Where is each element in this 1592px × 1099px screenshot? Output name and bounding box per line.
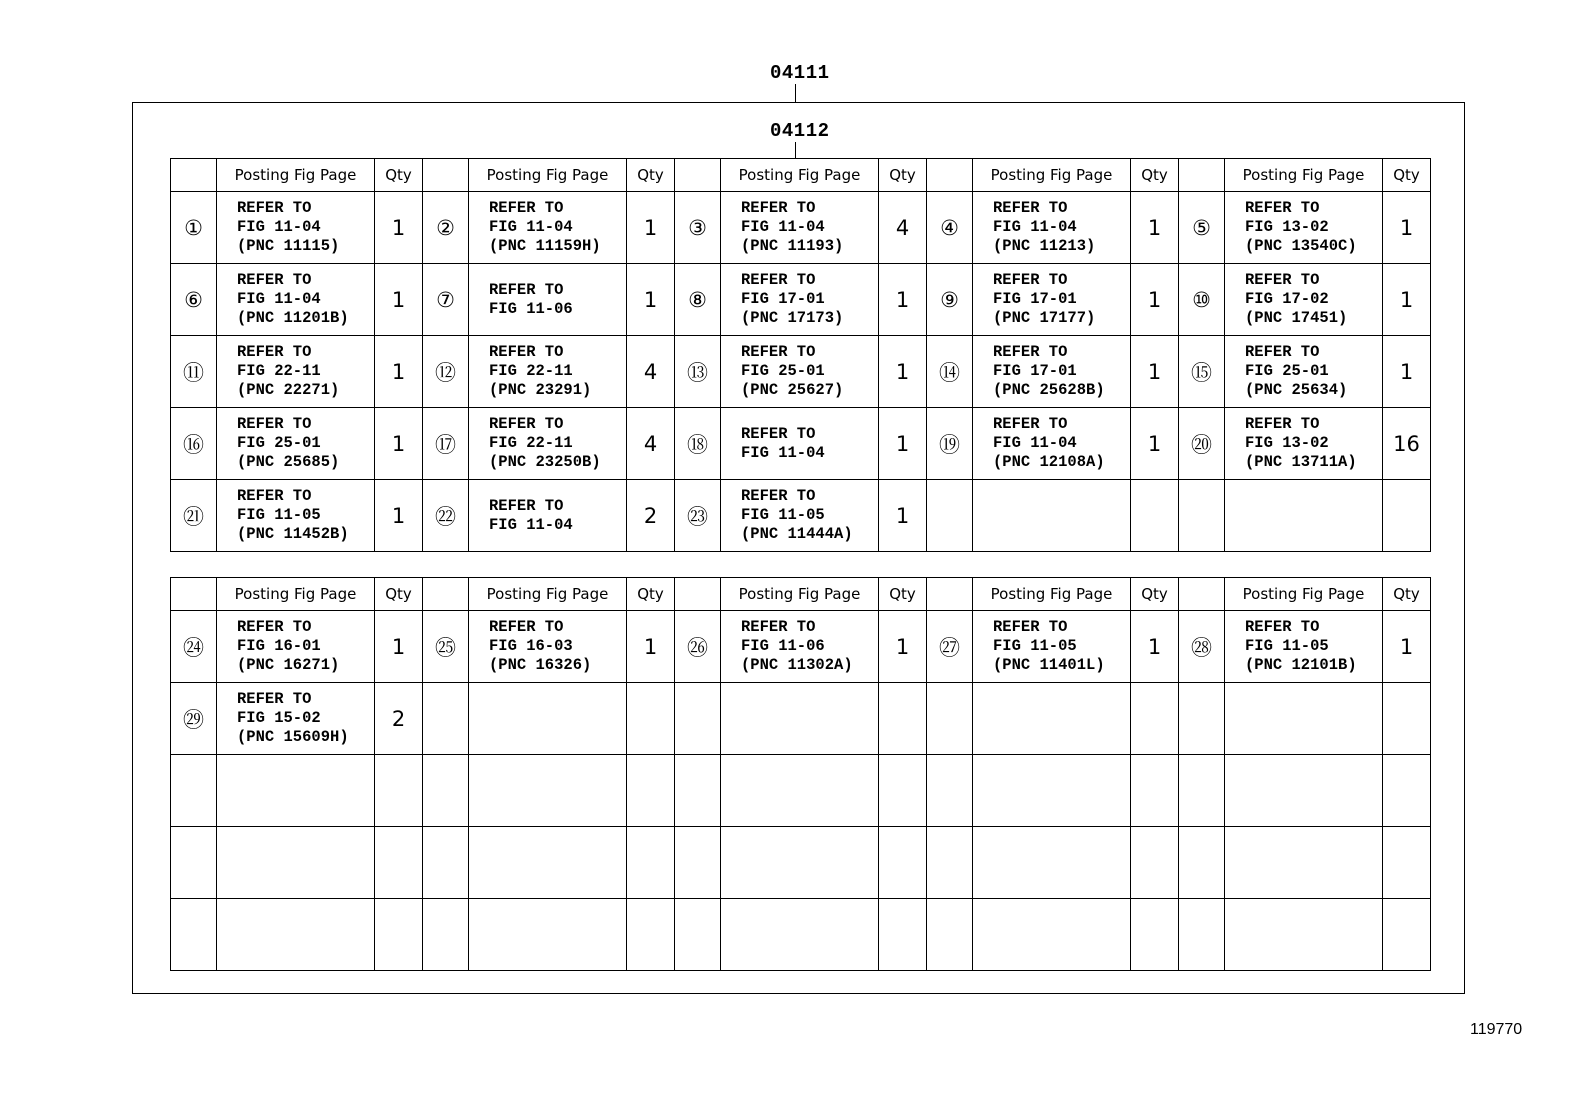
reference-cell [1225, 611, 1383, 683]
reference-line: (PNC 17177) [993, 309, 1096, 327]
header-cell-number [675, 578, 721, 611]
item-number [927, 827, 973, 899]
quantity-cell: 2 [627, 480, 675, 552]
quantity-cell: 1 [627, 611, 675, 683]
item-number: ⑪ [171, 336, 217, 408]
reference-cell [1225, 408, 1383, 480]
reference-line: (PNC 23291) [489, 381, 592, 399]
item-number: ⑲ [927, 408, 973, 480]
quantity-cell: 1 [375, 611, 423, 683]
header-cell-qty: Qty [879, 578, 927, 611]
reference-line: REFER TO [993, 618, 1068, 636]
reference-cell [973, 264, 1131, 336]
reference-line: FIG 11-05 [237, 506, 321, 524]
reference-cell [721, 408, 879, 480]
reference-line: REFER TO [741, 487, 816, 505]
table-row [171, 899, 1431, 971]
reference-line: FIG 22-11 [489, 362, 573, 380]
header-cell-posting: Posting Fig Page [217, 159, 375, 192]
item-number: ⑰ [423, 408, 469, 480]
assembly-code-04111: 04111 [770, 62, 830, 84]
reference-line: FIG 13-02 [1245, 218, 1329, 236]
quantity-cell [879, 755, 927, 827]
item-number [1179, 683, 1225, 755]
table-header-row [171, 578, 1431, 611]
item-number [927, 899, 973, 971]
reference-cell [469, 683, 627, 755]
reference-cell [721, 899, 879, 971]
reference-cell [721, 611, 879, 683]
reference-line: REFER TO [1245, 271, 1320, 289]
reference-line: (PNC 13711A) [1245, 453, 1357, 471]
quantity-cell: 16 [1383, 408, 1431, 480]
reference-cell [217, 755, 375, 827]
item-number [423, 827, 469, 899]
reference-line: FIG 15-02 [237, 709, 321, 727]
item-number [1179, 827, 1225, 899]
header-cell-qty: Qty [1383, 578, 1431, 611]
item-number: ⑧ [675, 264, 721, 336]
reference-line: FIG 25-01 [741, 362, 825, 380]
reference-line: REFER TO [993, 415, 1068, 433]
reference-line: FIG 11-06 [489, 299, 573, 318]
reference-line: REFER TO [237, 415, 312, 433]
item-number [1179, 899, 1225, 971]
item-number: ⑮ [1179, 336, 1225, 408]
quantity-cell: 1 [1383, 611, 1431, 683]
quantity-cell [1131, 899, 1179, 971]
item-number [1179, 480, 1225, 552]
quantity-cell: 1 [1383, 336, 1431, 408]
table-row [171, 683, 1431, 755]
quantity-cell [375, 899, 423, 971]
header-cell-posting: Posting Fig Page [1225, 159, 1383, 192]
item-number [675, 755, 721, 827]
header-cell-qty: Qty [1383, 159, 1431, 192]
reference-line: (PNC 25627) [741, 381, 844, 399]
table-row [171, 264, 1431, 336]
reference-line: (PNC 17451) [1245, 309, 1348, 327]
quantity-cell: 1 [1131, 408, 1179, 480]
header-cell-number [1179, 159, 1225, 192]
table-row [171, 827, 1431, 899]
reference-line: FIG 11-04 [489, 218, 573, 236]
item-number: ⑨ [927, 264, 973, 336]
quantity-cell: 1 [879, 408, 927, 480]
reference-line: REFER TO [489, 415, 564, 433]
reference-table-2 [170, 577, 1431, 971]
reference-cell [217, 264, 375, 336]
reference-line: (PNC 13540C) [1245, 237, 1357, 255]
header-cell-qty: Qty [627, 159, 675, 192]
reference-line: FIG 11-04 [489, 515, 573, 534]
reference-cell [973, 336, 1131, 408]
reference-cell [721, 827, 879, 899]
header-cell-posting: Posting Fig Page [1225, 578, 1383, 611]
reference-cell [721, 264, 879, 336]
item-number [675, 827, 721, 899]
reference-line: REFER TO [1245, 618, 1320, 636]
reference-cell [1225, 264, 1383, 336]
quantity-cell [1131, 827, 1179, 899]
item-number [675, 899, 721, 971]
quantity-cell [627, 899, 675, 971]
reference-line: REFER TO [237, 618, 312, 636]
quantity-cell: 1 [375, 264, 423, 336]
reference-cell [1225, 683, 1383, 755]
header-cell-qty: Qty [375, 159, 423, 192]
item-number [423, 899, 469, 971]
quantity-cell [1383, 755, 1431, 827]
quantity-cell [627, 683, 675, 755]
item-number: ⑭ [927, 336, 973, 408]
reference-line: (PNC 11401L) [993, 656, 1105, 674]
table-header-row [171, 159, 1431, 192]
quantity-cell: 1 [1383, 192, 1431, 264]
reference-line: (PNC 11193) [741, 237, 844, 255]
reference-cell [217, 336, 375, 408]
reference-line: FIG 22-11 [237, 362, 321, 380]
item-number [927, 683, 973, 755]
reference-cell [721, 336, 879, 408]
reference-line: REFER TO [993, 343, 1068, 361]
table-row [171, 192, 1431, 264]
reference-line: FIG 11-04 [237, 218, 321, 236]
reference-line: FIG 11-04 [741, 218, 825, 236]
header-cell-number [927, 159, 973, 192]
reference-line: REFER TO [237, 690, 312, 708]
reference-line: FIG 25-01 [237, 434, 321, 452]
quantity-cell: 1 [1383, 264, 1431, 336]
item-number: ㉙ [171, 683, 217, 755]
quantity-cell: 4 [879, 192, 927, 264]
quantity-cell [1131, 683, 1179, 755]
quantity-cell: 1 [1131, 192, 1179, 264]
reference-cell [1225, 336, 1383, 408]
quantity-cell: 2 [375, 683, 423, 755]
reference-cell [973, 611, 1131, 683]
item-number: ④ [927, 192, 973, 264]
quantity-cell [627, 755, 675, 827]
reference-line: REFER TO [741, 618, 816, 636]
reference-cell [469, 827, 627, 899]
table-row [171, 755, 1431, 827]
reference-line: FIG 13-02 [1245, 434, 1329, 452]
item-number: ⑦ [423, 264, 469, 336]
reference-cell [1225, 480, 1383, 552]
item-number: ⑩ [1179, 264, 1225, 336]
quantity-cell: 1 [879, 264, 927, 336]
reference-line: FIG 17-01 [741, 290, 825, 308]
reference-cell [469, 611, 627, 683]
quantity-cell [375, 827, 423, 899]
reference-line: (PNC 11159H) [489, 237, 601, 255]
header-cell-posting: Posting Fig Page [721, 159, 879, 192]
reference-line: REFER TO [237, 487, 312, 505]
quantity-cell: 1 [627, 264, 675, 336]
reference-line: FIG 22-11 [489, 434, 573, 452]
quantity-cell: 1 [879, 611, 927, 683]
quantity-cell [1383, 899, 1431, 971]
reference-cell [1225, 827, 1383, 899]
quantity-cell [1383, 683, 1431, 755]
reference-line: FIG 25-01 [1245, 362, 1329, 380]
reference-line: FIG 16-01 [237, 637, 321, 655]
quantity-cell [1131, 480, 1179, 552]
reference-cell [217, 899, 375, 971]
reference-line: (PNC 23250B) [489, 453, 601, 471]
quantity-cell [879, 827, 927, 899]
quantity-cell [627, 827, 675, 899]
reference-cell [217, 192, 375, 264]
reference-line: FIG 11-06 [741, 637, 825, 655]
reference-line: REFER TO [489, 199, 564, 217]
reference-line: (PNC 25634) [1245, 381, 1348, 399]
figure-number: 119770 [1470, 1021, 1523, 1038]
quantity-cell [879, 899, 927, 971]
item-number: ㉘ [1179, 611, 1225, 683]
item-number: ⑳ [1179, 408, 1225, 480]
reference-line: FIG 11-04 [993, 218, 1077, 236]
reference-line: FIG 16-03 [489, 637, 573, 655]
reference-line: (PNC 16326) [489, 656, 592, 674]
reference-line: REFER TO [237, 271, 312, 289]
quantity-cell: 1 [375, 336, 423, 408]
item-number [423, 755, 469, 827]
reference-cell [973, 899, 1131, 971]
quantity-cell: 1 [627, 192, 675, 264]
reference-line: FIG 11-05 [993, 637, 1077, 655]
quantity-cell [1383, 827, 1431, 899]
item-number: ㉑ [171, 480, 217, 552]
reference-line: REFER TO [489, 496, 564, 515]
reference-cell [217, 408, 375, 480]
reference-line: (PNC 11213) [993, 237, 1096, 255]
item-number: ㉓ [675, 480, 721, 552]
reference-cell [469, 899, 627, 971]
reference-cell [973, 480, 1131, 552]
reference-cell [217, 480, 375, 552]
quantity-cell: 1 [1131, 264, 1179, 336]
reference-cell [973, 755, 1131, 827]
reference-cell [973, 827, 1131, 899]
header-cell-posting: Posting Fig Page [973, 159, 1131, 192]
item-number: ① [171, 192, 217, 264]
item-number [927, 755, 973, 827]
item-number: ⑥ [171, 264, 217, 336]
item-number: ③ [675, 192, 721, 264]
quantity-cell [879, 683, 927, 755]
reference-cell [1225, 755, 1383, 827]
reference-cell [469, 755, 627, 827]
header-cell-posting: Posting Fig Page [469, 159, 627, 192]
header-cell-qty: Qty [627, 578, 675, 611]
reference-line: REFER TO [237, 199, 312, 217]
quantity-cell: 1 [375, 192, 423, 264]
reference-cell [1225, 899, 1383, 971]
quantity-cell: 1 [879, 336, 927, 408]
reference-cell [469, 192, 627, 264]
reference-cell [973, 192, 1131, 264]
reference-line: (PNC 11302A) [741, 656, 853, 674]
reference-line: REFER TO [237, 343, 312, 361]
quantity-cell: 1 [375, 408, 423, 480]
reference-line: (PNC 15609H) [237, 728, 349, 746]
reference-cell [217, 611, 375, 683]
reference-line: REFER TO [741, 271, 816, 289]
reference-cell [469, 336, 627, 408]
header-cell-number [171, 578, 217, 611]
item-number [171, 899, 217, 971]
reference-line: REFER TO [741, 343, 816, 361]
quantity-cell [1383, 480, 1431, 552]
reference-line: (PNC 11444A) [741, 525, 853, 543]
item-number [423, 683, 469, 755]
item-number: ㉕ [423, 611, 469, 683]
reference-line: FIG 17-02 [1245, 290, 1329, 308]
quantity-cell: 1 [1131, 611, 1179, 683]
reference-cell [721, 480, 879, 552]
header-cell-posting: Posting Fig Page [469, 578, 627, 611]
quantity-cell: 4 [627, 336, 675, 408]
table-row [171, 408, 1431, 480]
item-number [171, 755, 217, 827]
reference-line: FIG 11-05 [1245, 637, 1329, 655]
reference-table-1 [170, 158, 1431, 552]
item-number [927, 480, 973, 552]
reference-line: FIG 17-01 [993, 362, 1077, 380]
reference-cell [1225, 192, 1383, 264]
quantity-cell: 4 [627, 408, 675, 480]
item-number: ㉒ [423, 480, 469, 552]
reference-line: REFER TO [489, 280, 564, 299]
reference-line: (PNC 25628B) [993, 381, 1105, 399]
quantity-cell [1131, 755, 1179, 827]
reference-line: (PNC 22271) [237, 381, 340, 399]
leader-line-top [795, 84, 796, 102]
reference-cell [217, 683, 375, 755]
header-cell-qty: Qty [375, 578, 423, 611]
item-number [1179, 755, 1225, 827]
item-number: ⑤ [1179, 192, 1225, 264]
reference-line: REFER TO [489, 618, 564, 636]
header-cell-number [1179, 578, 1225, 611]
table-row [171, 336, 1431, 408]
reference-line: REFER TO [1245, 415, 1320, 433]
reference-line: (PNC 11201B) [237, 309, 349, 327]
reference-line: REFER TO [741, 199, 816, 217]
item-number: ⑱ [675, 408, 721, 480]
header-cell-qty: Qty [1131, 159, 1179, 192]
reference-line: FIG 11-04 [993, 434, 1077, 452]
reference-line: (PNC 11452B) [237, 525, 349, 543]
reference-line: REFER TO [993, 199, 1068, 217]
header-cell-posting: Posting Fig Page [217, 578, 375, 611]
item-number: ㉖ [675, 611, 721, 683]
quantity-cell: 1 [1131, 336, 1179, 408]
item-number: ㉔ [171, 611, 217, 683]
reference-cell [469, 264, 627, 336]
reference-line: REFER TO [993, 271, 1068, 289]
item-number [675, 683, 721, 755]
header-cell-qty: Qty [879, 159, 927, 192]
item-number: ㉗ [927, 611, 973, 683]
item-number [171, 827, 217, 899]
reference-line: FIG 11-05 [741, 506, 825, 524]
reference-line: (PNC 16271) [237, 656, 340, 674]
reference-cell [973, 683, 1131, 755]
quantity-cell: 1 [879, 480, 927, 552]
reference-cell [721, 192, 879, 264]
reference-cell [469, 480, 627, 552]
header-cell-posting: Posting Fig Page [973, 578, 1131, 611]
reference-line: REFER TO [1245, 199, 1320, 217]
header-cell-number [675, 159, 721, 192]
item-number: ⑯ [171, 408, 217, 480]
reference-line: FIG 11-04 [741, 443, 825, 462]
reference-cell [217, 827, 375, 899]
header-cell-number [927, 578, 973, 611]
quantity-cell: 1 [375, 480, 423, 552]
quantity-cell [375, 755, 423, 827]
leader-line-inner [795, 142, 796, 158]
reference-line: (PNC 25685) [237, 453, 340, 471]
reference-line: REFER TO [1245, 343, 1320, 361]
item-number: ⑬ [675, 336, 721, 408]
header-cell-number [423, 159, 469, 192]
header-cell-qty: Qty [1131, 578, 1179, 611]
reference-line: (PNC 17173) [741, 309, 844, 327]
item-number: ⑫ [423, 336, 469, 408]
table-row [171, 611, 1431, 683]
reference-line: REFER TO [489, 343, 564, 361]
reference-line: REFER TO [741, 424, 816, 443]
header-cell-number [171, 159, 217, 192]
reference-cell [721, 683, 879, 755]
reference-line: (PNC 11115) [237, 237, 340, 255]
item-number: ② [423, 192, 469, 264]
reference-line: (PNC 12101B) [1245, 656, 1357, 674]
header-cell-number [423, 578, 469, 611]
table-row [171, 480, 1431, 552]
reference-cell [469, 408, 627, 480]
reference-line: FIG 11-04 [237, 290, 321, 308]
reference-cell [721, 755, 879, 827]
reference-line: FIG 17-01 [993, 290, 1077, 308]
reference-cell [973, 408, 1131, 480]
assembly-code-04112: 04112 [770, 120, 830, 142]
header-cell-posting: Posting Fig Page [721, 578, 879, 611]
reference-line: (PNC 12108A) [993, 453, 1105, 471]
